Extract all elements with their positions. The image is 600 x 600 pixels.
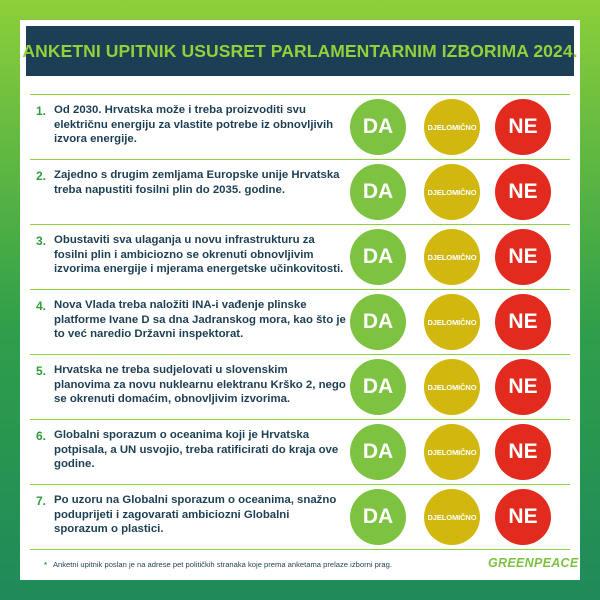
title-banner: [22, 26, 578, 76]
question-text: Zajedno s drugim zemljama Europske unije Hrvatska treba napustiti fosilni plin do 2035. godine.: [54, 169, 340, 196]
footnote: [44, 560, 392, 569]
yes-option[interactable]: DA: [350, 424, 406, 480]
yes-option[interactable]: DA: [350, 489, 406, 545]
question-list: [30, 94, 570, 550]
partial-option[interactable]: DJELOMIČNO: [424, 99, 480, 155]
question-row-3: [30, 225, 570, 290]
question-number: 3.: [36, 234, 47, 248]
partial-option[interactable]: DJELOMIČNO: [424, 164, 480, 220]
question-text: Obustaviti sva ulaganja u novu infrastrukturu za fosilni plin i ambiciozno se okrenuti obnovljivim izvorima energije i mjerama energetske učinkovitosti.: [54, 234, 344, 276]
no-option[interactable]: NE: [495, 424, 551, 480]
greenpeace-logo: GREENPEACE: [488, 556, 579, 570]
question-text: Po uzoru na Globalni sporazum o oceanima, snažno poduprijeti i zagovarati ambiciozni Globalni sporazum o plastici.: [54, 494, 337, 536]
question-text: Globalni sporazum o oceanima koji je Hrvatska potpisala, a UN usvojio, treba ratificirati do kraja ove godine.: [54, 429, 339, 471]
yes-option[interactable]: DA: [350, 294, 406, 350]
question-row-1: [30, 94, 570, 160]
partial-option[interactable]: DJELOMIČNO: [424, 424, 480, 480]
yes-option[interactable]: DA: [350, 359, 406, 415]
page-title: ANKETNI UPITNIK USUSRET PARLAMENTARNIM IZBORIMA 2024.: [22, 40, 578, 61]
question-row-6: [30, 420, 570, 485]
no-option[interactable]: NE: [495, 99, 551, 155]
partial-option[interactable]: DJELOMIČNO: [424, 229, 480, 285]
question-number: 5.: [36, 364, 47, 378]
no-option[interactable]: NE: [495, 359, 551, 415]
question-number: 1.: [36, 104, 47, 118]
partial-option[interactable]: DJELOMIČNO: [424, 359, 480, 415]
partial-option[interactable]: DJELOMIČNO: [424, 489, 480, 545]
question-text: Nova Vlada treba naložiti INA-i vađenje plinske platforme Ivane D sa dna Jadranskog mora, kao što je to već naredio Državni inspektorat.: [54, 299, 346, 341]
question-number: 7.: [36, 494, 47, 508]
question-number: 6.: [36, 429, 47, 443]
question-row-5: [30, 355, 570, 420]
partial-option[interactable]: DJELOMIČNO: [424, 294, 480, 350]
footnote-text: Anketni upitnik poslan je na adrese pet političkih stranaka koje prema anketama prelaze izborni prag.: [52, 560, 392, 569]
footnote-marker: *: [44, 560, 47, 569]
yes-option[interactable]: DA: [350, 164, 406, 220]
no-option[interactable]: NE: [495, 489, 551, 545]
question-number: 2.: [36, 169, 47, 183]
no-option[interactable]: NE: [495, 294, 551, 350]
yes-option[interactable]: DA: [350, 229, 406, 285]
yes-option[interactable]: DA: [350, 99, 406, 155]
question-text: Hrvatska ne treba sudjelovati u slovenskim planovima za novu nuklearnu elektranu Krško 2, nego se okrenuti domaćim, obnovljivim izvorima.: [54, 364, 346, 406]
question-text: Od 2030. Hrvatska može i treba proizvoditi svu električnu energiju za vlastite potrebe iz obnovljivih izvora energije.: [54, 104, 334, 146]
question-row-2: [30, 160, 570, 225]
question-number: 4.: [36, 299, 47, 313]
no-option[interactable]: NE: [495, 229, 551, 285]
question-row-7: [30, 485, 570, 550]
no-option[interactable]: NE: [495, 164, 551, 220]
question-row-4: [30, 290, 570, 355]
